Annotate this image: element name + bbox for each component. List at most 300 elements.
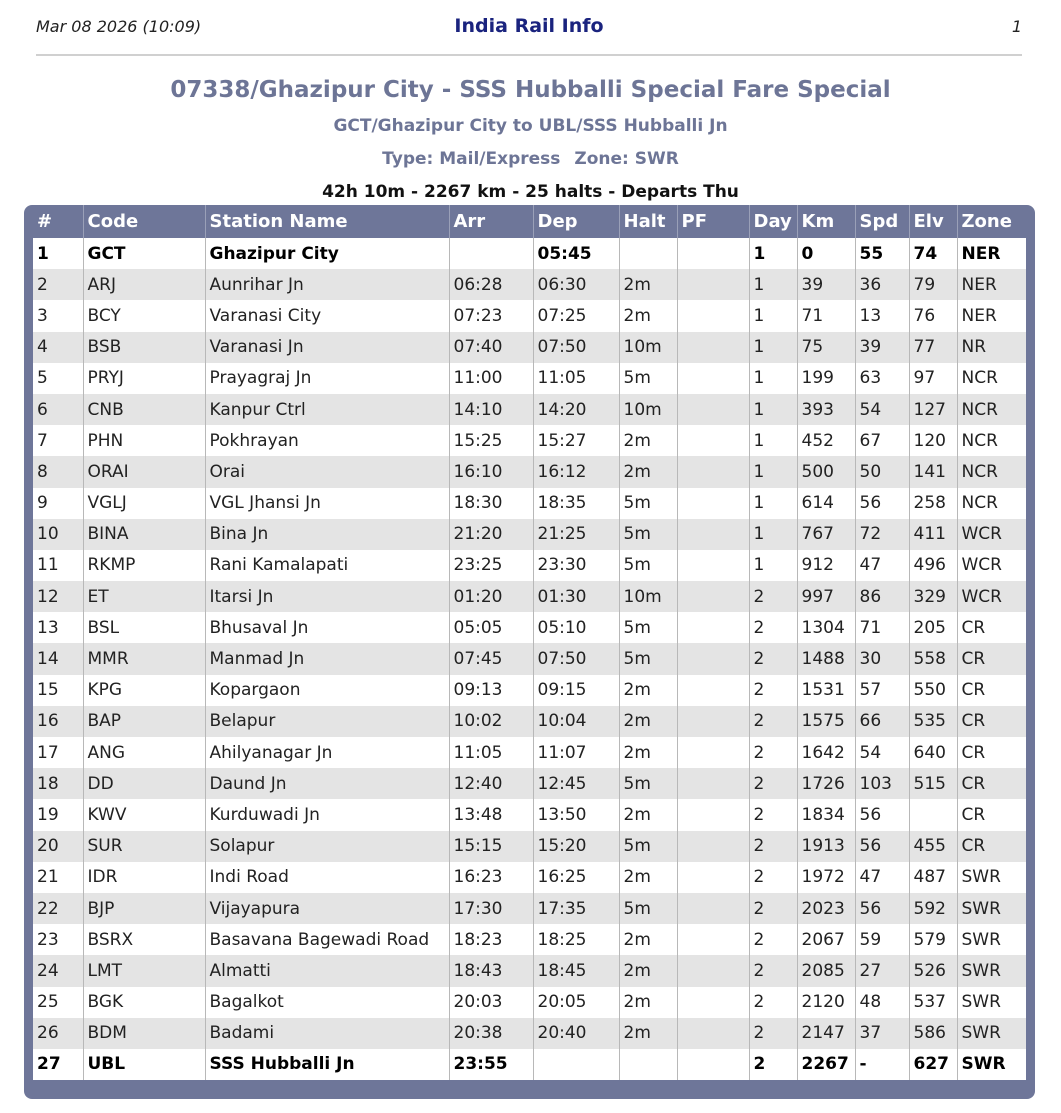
- cell-arr: 13:48: [449, 799, 533, 830]
- cell-dep: 23:30: [533, 550, 619, 581]
- cell-dep: 05:45: [533, 238, 619, 269]
- cell-code: RKMP: [83, 550, 205, 581]
- cell-spd: 30: [855, 643, 909, 674]
- cell-pf: [677, 612, 749, 643]
- cell-pf: [677, 332, 749, 363]
- cell-day: 1: [749, 425, 797, 456]
- cell-station-name: Kanpur Ctrl: [205, 394, 449, 425]
- cell-num: 13: [33, 612, 83, 643]
- cell-dep: 21:25: [533, 519, 619, 550]
- cell-elv: 97: [909, 363, 957, 394]
- cell-code: PRYJ: [83, 363, 205, 394]
- cell-station-name: Bina Jn: [205, 519, 449, 550]
- cell-pf: [677, 269, 749, 300]
- cell-code: KWV: [83, 799, 205, 830]
- table-row: [33, 394, 1026, 425]
- cell-halt: 2m: [619, 955, 677, 986]
- cell-halt: 10m: [619, 581, 677, 612]
- cell-pf: [677, 456, 749, 487]
- cell-dep: 20:40: [533, 1018, 619, 1049]
- cell-day: 2: [749, 955, 797, 986]
- cell-zone: SWR: [957, 893, 1026, 924]
- cell-spd: 67: [855, 425, 909, 456]
- cell-zone: NCR: [957, 488, 1026, 519]
- cell-spd: 54: [855, 394, 909, 425]
- cell-num: 3: [33, 300, 83, 331]
- cell-zone: NER: [957, 269, 1026, 300]
- cell-station-name: Badami: [205, 1018, 449, 1049]
- cell-spd: 57: [855, 675, 909, 706]
- cell-spd: 47: [855, 862, 909, 893]
- cell-halt: 2m: [619, 675, 677, 706]
- cell-dep: 11:07: [533, 737, 619, 768]
- schedule-table: [33, 205, 1026, 1080]
- cell-dep: 14:20: [533, 394, 619, 425]
- cell-arr: 09:13: [449, 675, 533, 706]
- cell-arr: 06:28: [449, 269, 533, 300]
- cell-code: GCT: [83, 238, 205, 269]
- cell-elv: 550: [909, 675, 957, 706]
- cell-dep: 10:04: [533, 706, 619, 737]
- table-row: [33, 706, 1026, 737]
- cell-spd: 56: [855, 831, 909, 862]
- cell-km: 71: [797, 300, 855, 331]
- cell-pf: [677, 831, 749, 862]
- cell-zone: NCR: [957, 394, 1026, 425]
- cell-km: 1531: [797, 675, 855, 706]
- cell-num: 24: [33, 955, 83, 986]
- cell-zone: SWR: [957, 1018, 1026, 1049]
- cell-zone: SWR: [957, 955, 1026, 986]
- cell-halt: 10m: [619, 394, 677, 425]
- cell-arr: 07:40: [449, 332, 533, 363]
- cell-zone: NCR: [957, 456, 1026, 487]
- cell-halt: 5m: [619, 363, 677, 394]
- train-zone: Zone: SWR: [574, 149, 679, 169]
- cell-arr: 18:30: [449, 488, 533, 519]
- cell-halt: 5m: [619, 643, 677, 674]
- cell-zone: NER: [957, 300, 1026, 331]
- cell-zone: WCR: [957, 519, 1026, 550]
- cell-dep: 18:35: [533, 488, 619, 519]
- cell-station-name: Indi Road: [205, 862, 449, 893]
- cell-pf: [677, 300, 749, 331]
- cell-station-name: Pokhrayan: [205, 425, 449, 456]
- cell-dep: 01:30: [533, 581, 619, 612]
- page-header: [36, 0, 1022, 56]
- cell-elv: 586: [909, 1018, 957, 1049]
- cell-km: 997: [797, 581, 855, 612]
- cell-km: 500: [797, 456, 855, 487]
- cell-zone: CR: [957, 675, 1026, 706]
- cell-station-name: Ghazipur City: [205, 238, 449, 269]
- cell-num: 23: [33, 924, 83, 955]
- cell-arr: 14:10: [449, 394, 533, 425]
- cell-km: 912: [797, 550, 855, 581]
- cell-halt: [619, 238, 677, 269]
- cell-dep: 16:25: [533, 862, 619, 893]
- cell-elv: 411: [909, 519, 957, 550]
- print-date: Mar 08 2026 (10:09): [36, 17, 202, 36]
- cell-day: 1: [749, 363, 797, 394]
- cell-num: 12: [33, 581, 83, 612]
- cell-elv: 77: [909, 332, 957, 363]
- cell-code: CNB: [83, 394, 205, 425]
- column-header-elv: Elv: [909, 205, 957, 238]
- column-header-km: Km: [797, 205, 855, 238]
- table-row: [33, 737, 1026, 768]
- cell-day: 2: [749, 675, 797, 706]
- cell-spd: 27: [855, 955, 909, 986]
- cell-dep: 20:05: [533, 987, 619, 1018]
- cell-zone: NER: [957, 238, 1026, 269]
- cell-spd: 55: [855, 238, 909, 269]
- cell-num: 26: [33, 1018, 83, 1049]
- cell-halt: 2m: [619, 706, 677, 737]
- table-row: [33, 238, 1026, 269]
- cell-spd: 72: [855, 519, 909, 550]
- cell-dep: 15:20: [533, 831, 619, 862]
- train-type: Type: Mail/Express: [382, 149, 561, 169]
- cell-station-name: Kopargaon: [205, 675, 449, 706]
- cell-dep: 16:12: [533, 456, 619, 487]
- cell-station-name: VGL Jhansi Jn: [205, 488, 449, 519]
- cell-code: BJP: [83, 893, 205, 924]
- cell-station-name: Solapur: [205, 831, 449, 862]
- table-row: [33, 488, 1026, 519]
- cell-halt: 2m: [619, 862, 677, 893]
- cell-elv: 535: [909, 706, 957, 737]
- cell-pf: [677, 550, 749, 581]
- cell-dep: [533, 1049, 619, 1080]
- cell-halt: 10m: [619, 332, 677, 363]
- column-header-arr: Arr: [449, 205, 533, 238]
- train-title: 07338/Ghazipur City - SSS Hubballi Special Fare Special: [170, 77, 891, 103]
- cell-arr: 17:30: [449, 893, 533, 924]
- table-row: [33, 987, 1026, 1018]
- cell-station-name: Varanasi City: [205, 300, 449, 331]
- cell-code: VGLJ: [83, 488, 205, 519]
- cell-halt: 2m: [619, 987, 677, 1018]
- cell-num: 18: [33, 768, 83, 799]
- cell-spd: 39: [855, 332, 909, 363]
- cell-arr: 18:43: [449, 955, 533, 986]
- cell-num: 4: [33, 332, 83, 363]
- cell-code: BSB: [83, 332, 205, 363]
- table-row: [33, 675, 1026, 706]
- cell-elv: 515: [909, 768, 957, 799]
- cell-spd: 56: [855, 799, 909, 830]
- cell-dep: 18:25: [533, 924, 619, 955]
- table-row: [33, 363, 1026, 394]
- cell-dep: 09:15: [533, 675, 619, 706]
- cell-station-name: Orai: [205, 456, 449, 487]
- cell-num: 20: [33, 831, 83, 862]
- cell-pf: [677, 1049, 749, 1080]
- cell-arr: 07:45: [449, 643, 533, 674]
- cell-halt: 5m: [619, 519, 677, 550]
- cell-station-name: Bhusaval Jn: [205, 612, 449, 643]
- table-row: [33, 924, 1026, 955]
- table-row: [33, 581, 1026, 612]
- cell-pf: [677, 924, 749, 955]
- cell-day: 2: [749, 893, 797, 924]
- cell-elv: 329: [909, 581, 957, 612]
- cell-station-name: SSS Hubballi Jn: [205, 1049, 449, 1080]
- cell-station-name: Ahilyanagar Jn: [205, 737, 449, 768]
- cell-num: 14: [33, 643, 83, 674]
- cell-elv: [909, 799, 957, 830]
- cell-pf: [677, 675, 749, 706]
- cell-code: BAP: [83, 706, 205, 737]
- site-name: India Rail Info: [454, 15, 604, 37]
- cell-dep: 18:45: [533, 955, 619, 986]
- cell-km: 1304: [797, 612, 855, 643]
- cell-arr: 18:23: [449, 924, 533, 955]
- cell-spd: 56: [855, 893, 909, 924]
- cell-code: BSL: [83, 612, 205, 643]
- cell-km: 1972: [797, 862, 855, 893]
- cell-dep: 15:27: [533, 425, 619, 456]
- table-row: [33, 300, 1026, 331]
- cell-zone: CR: [957, 831, 1026, 862]
- table-row: [33, 456, 1026, 487]
- cell-arr: 16:23: [449, 862, 533, 893]
- cell-num: 25: [33, 987, 83, 1018]
- cell-pf: [677, 643, 749, 674]
- cell-pf: [677, 425, 749, 456]
- cell-dep: 17:35: [533, 893, 619, 924]
- column-header-dep: Dep: [533, 205, 619, 238]
- cell-zone: SWR: [957, 924, 1026, 955]
- cell-spd: 50: [855, 456, 909, 487]
- cell-arr: 12:40: [449, 768, 533, 799]
- table-row: [33, 1018, 1026, 1049]
- cell-dep: 06:30: [533, 269, 619, 300]
- cell-arr: 11:05: [449, 737, 533, 768]
- cell-spd: 66: [855, 706, 909, 737]
- table-row: [33, 550, 1026, 581]
- cell-day: 2: [749, 924, 797, 955]
- cell-elv: 592: [909, 893, 957, 924]
- cell-halt: 5m: [619, 550, 677, 581]
- cell-zone: CR: [957, 768, 1026, 799]
- table-row: [33, 425, 1026, 456]
- cell-km: 767: [797, 519, 855, 550]
- cell-dep: 11:05: [533, 363, 619, 394]
- column-header-num: #: [33, 205, 83, 238]
- cell-num: 6: [33, 394, 83, 425]
- cell-day: 2: [749, 643, 797, 674]
- cell-zone: CR: [957, 799, 1026, 830]
- cell-arr: 15:15: [449, 831, 533, 862]
- cell-elv: 455: [909, 831, 957, 862]
- page-number: 1: [1011, 17, 1022, 36]
- cell-dep: 07:50: [533, 643, 619, 674]
- cell-pf: [677, 394, 749, 425]
- table-row: [33, 643, 1026, 674]
- cell-day: 2: [749, 831, 797, 862]
- cell-km: 0: [797, 238, 855, 269]
- cell-spd: 56: [855, 488, 909, 519]
- cell-spd: 47: [855, 550, 909, 581]
- cell-pf: [677, 737, 749, 768]
- cell-arr: 16:10: [449, 456, 533, 487]
- table-body: [33, 238, 1026, 1080]
- cell-day: 2: [749, 799, 797, 830]
- cell-day: 2: [749, 1049, 797, 1080]
- cell-num: 11: [33, 550, 83, 581]
- cell-dep: 13:50: [533, 799, 619, 830]
- cell-num: 22: [33, 893, 83, 924]
- cell-day: 2: [749, 862, 797, 893]
- cell-zone: NR: [957, 332, 1026, 363]
- cell-arr: 11:00: [449, 363, 533, 394]
- cell-num: 17: [33, 737, 83, 768]
- cell-km: 614: [797, 488, 855, 519]
- cell-halt: 2m: [619, 1018, 677, 1049]
- cell-halt: [619, 1049, 677, 1080]
- cell-km: 75: [797, 332, 855, 363]
- cell-elv: 127: [909, 394, 957, 425]
- cell-elv: 205: [909, 612, 957, 643]
- cell-code: LMT: [83, 955, 205, 986]
- cell-halt: 5m: [619, 612, 677, 643]
- cell-km: 1575: [797, 706, 855, 737]
- cell-km: 2085: [797, 955, 855, 986]
- cell-day: 1: [749, 269, 797, 300]
- table-header: [33, 205, 1026, 238]
- table-row: [33, 768, 1026, 799]
- table-row: [33, 269, 1026, 300]
- cell-code: BINA: [83, 519, 205, 550]
- cell-code: ARJ: [83, 269, 205, 300]
- column-header-halt: Halt: [619, 205, 677, 238]
- cell-day: 1: [749, 550, 797, 581]
- cell-zone: SWR: [957, 987, 1026, 1018]
- cell-station-name: Vijayapura: [205, 893, 449, 924]
- cell-pf: [677, 363, 749, 394]
- cell-pf: [677, 519, 749, 550]
- cell-zone: CR: [957, 612, 1026, 643]
- cell-pf: [677, 581, 749, 612]
- cell-elv: 141: [909, 456, 957, 487]
- train-route: GCT/Ghazipur City to UBL/SSS Hubballi Jn: [333, 116, 728, 136]
- cell-spd: 13: [855, 300, 909, 331]
- table-row: [33, 862, 1026, 893]
- schedule-table-container: [24, 205, 1035, 1099]
- cell-spd: 103: [855, 768, 909, 799]
- cell-day: 2: [749, 612, 797, 643]
- cell-arr: 15:25: [449, 425, 533, 456]
- cell-halt: 5m: [619, 893, 677, 924]
- cell-km: 2147: [797, 1018, 855, 1049]
- table-row: [33, 831, 1026, 862]
- cell-halt: 2m: [619, 425, 677, 456]
- cell-day: 2: [749, 737, 797, 768]
- cell-elv: 526: [909, 955, 957, 986]
- cell-zone: NCR: [957, 363, 1026, 394]
- cell-pf: [677, 987, 749, 1018]
- cell-elv: 537: [909, 987, 957, 1018]
- cell-spd: 48: [855, 987, 909, 1018]
- cell-station-name: Bagalkot: [205, 987, 449, 1018]
- cell-pf: [677, 893, 749, 924]
- train-summary: 42h 10m - 2267 km - 25 halts - Departs Thu: [322, 182, 739, 202]
- cell-halt: 2m: [619, 737, 677, 768]
- cell-elv: 79: [909, 269, 957, 300]
- cell-zone: WCR: [957, 550, 1026, 581]
- cell-code: BDM: [83, 1018, 205, 1049]
- cell-spd: 71: [855, 612, 909, 643]
- cell-halt: 5m: [619, 831, 677, 862]
- cell-elv: 579: [909, 924, 957, 955]
- cell-spd: 54: [855, 737, 909, 768]
- cell-elv: 496: [909, 550, 957, 581]
- cell-day: 1: [749, 238, 797, 269]
- cell-day: 2: [749, 1018, 797, 1049]
- header-row: [33, 205, 1026, 238]
- cell-day: 1: [749, 394, 797, 425]
- cell-station-name: Prayagraj Jn: [205, 363, 449, 394]
- cell-spd: 59: [855, 924, 909, 955]
- cell-arr: 05:05: [449, 612, 533, 643]
- cell-spd: -: [855, 1049, 909, 1080]
- table-row: [33, 612, 1026, 643]
- cell-station-name: Belapur: [205, 706, 449, 737]
- cell-spd: 36: [855, 269, 909, 300]
- cell-pf: [677, 955, 749, 986]
- cell-pf: [677, 862, 749, 893]
- cell-arr: 21:20: [449, 519, 533, 550]
- cell-elv: 258: [909, 488, 957, 519]
- cell-pf: [677, 238, 749, 269]
- cell-day: 1: [749, 300, 797, 331]
- column-header-pf: PF: [677, 205, 749, 238]
- column-header-code: Code: [83, 205, 205, 238]
- cell-code: IDR: [83, 862, 205, 893]
- cell-km: 1642: [797, 737, 855, 768]
- cell-pf: [677, 706, 749, 737]
- cell-elv: 76: [909, 300, 957, 331]
- cell-station-name: Manmad Jn: [205, 643, 449, 674]
- cell-pf: [677, 1018, 749, 1049]
- cell-pf: [677, 768, 749, 799]
- cell-km: 2120: [797, 987, 855, 1018]
- cell-km: 2067: [797, 924, 855, 955]
- cell-num: 19: [33, 799, 83, 830]
- cell-code: UBL: [83, 1049, 205, 1080]
- cell-dep: 07:50: [533, 332, 619, 363]
- cell-halt: 2m: [619, 269, 677, 300]
- cell-elv: 640: [909, 737, 957, 768]
- cell-halt: 2m: [619, 799, 677, 830]
- cell-spd: 63: [855, 363, 909, 394]
- cell-elv: 558: [909, 643, 957, 674]
- cell-dep: 05:10: [533, 612, 619, 643]
- cell-elv: 487: [909, 862, 957, 893]
- cell-num: 2: [33, 269, 83, 300]
- cell-pf: [677, 488, 749, 519]
- cell-num: 27: [33, 1049, 83, 1080]
- cell-code: PHN: [83, 425, 205, 456]
- cell-halt: 2m: [619, 300, 677, 331]
- cell-km: 1913: [797, 831, 855, 862]
- cell-halt: 5m: [619, 488, 677, 519]
- cell-arr: 23:55: [449, 1049, 533, 1080]
- cell-km: 1488: [797, 643, 855, 674]
- column-header-station-name: Station Name: [205, 205, 449, 238]
